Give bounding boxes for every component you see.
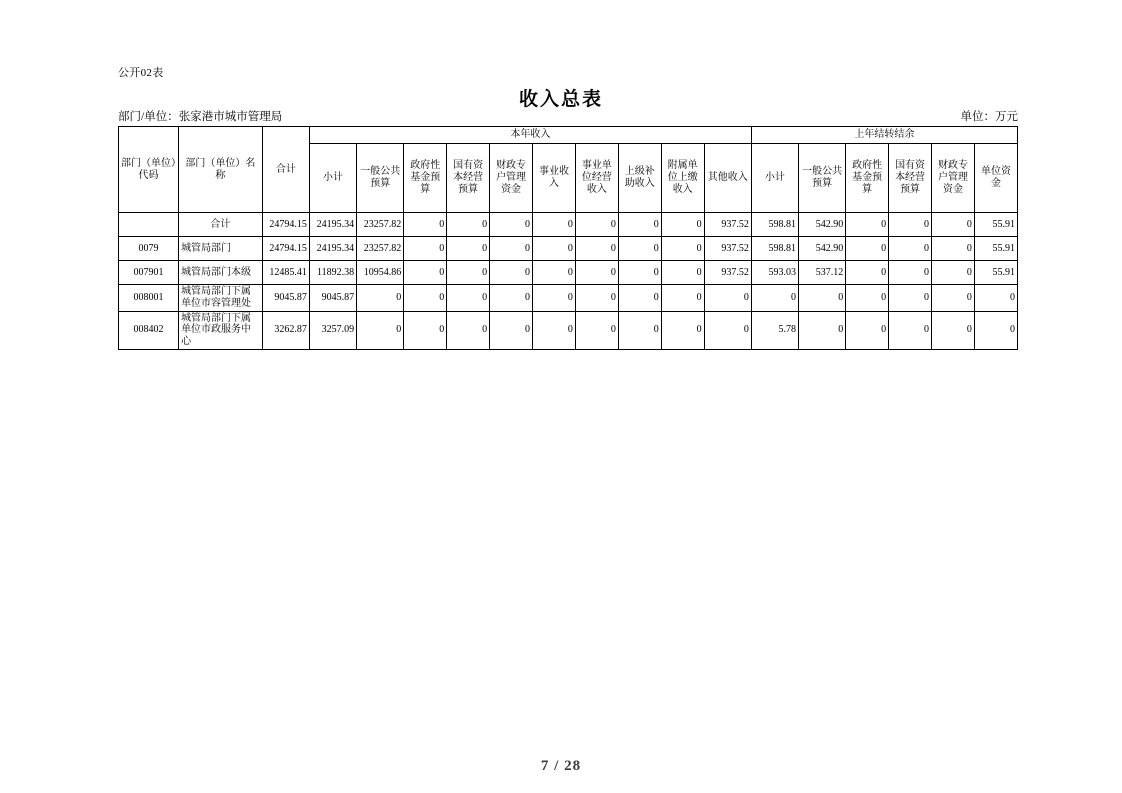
- cell-cy-govt-fund-budget: 0: [404, 237, 447, 261]
- cell-cy-general-public-budget: 23257.82: [357, 237, 404, 261]
- cell-py-subtotal: 0: [751, 285, 798, 312]
- col-header-cy-govt-fund-budget: 政府性基金预算: [404, 144, 447, 213]
- page-number: 7 / 28: [540, 758, 582, 774]
- cell-py-general-public-budget: 542.90: [799, 213, 846, 237]
- cell-cy-govt-fund-budget: 0: [404, 213, 447, 237]
- cell-cy-general-public-budget: 0: [357, 285, 404, 312]
- cell-cy-subordinate-remittance-income: 0: [661, 261, 704, 285]
- col-header-dept-name: 部门（单位）名称: [179, 127, 263, 213]
- cell-py-state-capital-budget: 0: [889, 311, 932, 349]
- col-header-cy-state-capital-budget: 国有资本经营预算: [447, 144, 490, 213]
- cell-cy-subordinate-remittance-income: 0: [661, 311, 704, 349]
- cell-py-subtotal: 598.81: [751, 237, 798, 261]
- cell-cy-state-capital-budget: 0: [447, 213, 490, 237]
- cell-cy-business-operating-income: 0: [575, 285, 618, 312]
- cell-py-unit-funds: 0: [974, 311, 1017, 349]
- cell-py-general-public-budget: 0: [799, 311, 846, 349]
- col-header-py-unit-funds: 单位资金: [974, 144, 1017, 213]
- cell-cy-superior-subsidy-income: 0: [618, 213, 661, 237]
- cell-py-state-capital-budget: 0: [889, 261, 932, 285]
- cell-cy-general-public-budget: 23257.82: [357, 213, 404, 237]
- cell-py-govt-fund-budget: 0: [846, 311, 889, 349]
- cell-py-subtotal: 5.78: [751, 311, 798, 349]
- cell-cy-subordinate-remittance-income: 0: [661, 237, 704, 261]
- cell-py-state-capital-budget: 0: [889, 285, 932, 312]
- cell-cy-fiscal-account-funds: 0: [490, 213, 533, 237]
- cell-py-subtotal: 598.81: [751, 213, 798, 237]
- income-summary-table: [118, 126, 1018, 350]
- cell-cy-govt-fund-budget: 0: [404, 285, 447, 312]
- cell-cy-business-operating-income: 0: [575, 213, 618, 237]
- table-row: [119, 311, 1018, 349]
- col-header-py-govt-fund-budget: 政府性基金预算: [846, 144, 889, 213]
- col-header-py-general-public-budget: 一般公共预算: [799, 144, 846, 213]
- cell-cy-other-income: 937.52: [704, 213, 751, 237]
- col-header-cy-business-operating-income: 事业单位经营收入: [575, 144, 618, 213]
- col-header-cy-business-income: 事业收入: [533, 144, 576, 213]
- cell-cy-business-income: 0: [533, 311, 576, 349]
- cell-cy-state-capital-budget: 0: [447, 311, 490, 349]
- cell-cy-subtotal: 11892.38: [309, 261, 356, 285]
- cell-total: 12485.41: [262, 261, 309, 285]
- cell-cy-other-income: 937.52: [704, 261, 751, 285]
- cell-cy-other-income: 0: [704, 285, 751, 312]
- cell-cy-subtotal: 24195.34: [309, 213, 356, 237]
- cell-py-unit-funds: 0: [974, 285, 1017, 312]
- cell-cy-business-income: 0: [533, 213, 576, 237]
- cell-total: 9045.87: [262, 285, 309, 312]
- table-row: [119, 261, 1018, 285]
- cell-py-govt-fund-budget: 0: [846, 237, 889, 261]
- col-header-cy-fiscal-account-funds: 财政专户管理资金: [490, 144, 533, 213]
- cell-py-general-public-budget: 542.90: [799, 237, 846, 261]
- cell-dept-code: 007901: [119, 261, 179, 285]
- cell-py-fiscal-account-funds: 0: [932, 213, 975, 237]
- cell-cy-state-capital-budget: 0: [447, 261, 490, 285]
- cell-dept-code: 008402: [119, 311, 179, 349]
- cell-py-general-public-budget: 0: [799, 285, 846, 312]
- currency-unit-label: 单位：万元: [960, 111, 1018, 123]
- cell-dept-code: 008001: [119, 285, 179, 312]
- cell-py-state-capital-budget: 0: [889, 237, 932, 261]
- cell-cy-other-income: 0: [704, 311, 751, 349]
- cell-cy-subordinate-remittance-income: 0: [661, 285, 704, 312]
- cell-py-fiscal-account-funds: 0: [932, 261, 975, 285]
- cell-cy-superior-subsidy-income: 0: [618, 261, 661, 285]
- cell-py-fiscal-account-funds: 0: [932, 237, 975, 261]
- cell-py-govt-fund-budget: 0: [846, 261, 889, 285]
- cell-cy-superior-subsidy-income: 0: [618, 285, 661, 312]
- cell-cy-fiscal-account-funds: 0: [490, 237, 533, 261]
- cell-py-fiscal-account-funds: 0: [932, 285, 975, 312]
- col-header-cy-other-income: 其他收入: [704, 144, 751, 213]
- col-group-current-year-income: 本年收入: [309, 127, 751, 144]
- cell-cy-subordinate-remittance-income: 0: [661, 213, 704, 237]
- cell-cy-fiscal-account-funds: 0: [490, 285, 533, 312]
- cell-py-unit-funds: 55.91: [974, 213, 1017, 237]
- department-label: 部门/单位：张家港市城市管理局: [118, 111, 283, 123]
- cell-py-state-capital-budget: 0: [889, 213, 932, 237]
- col-header-py-subtotal: 小计: [751, 144, 798, 213]
- col-header-cy-superior-subsidy-income: 上级补助收入: [618, 144, 661, 213]
- cell-total: 24794.15: [262, 213, 309, 237]
- cell-py-govt-fund-budget: 0: [846, 285, 889, 312]
- cell-cy-fiscal-account-funds: 0: [490, 261, 533, 285]
- cell-py-govt-fund-budget: 0: [846, 213, 889, 237]
- cell-total: 3262.87: [262, 311, 309, 349]
- cell-cy-business-operating-income: 0: [575, 261, 618, 285]
- cell-cy-govt-fund-budget: 0: [404, 261, 447, 285]
- table-header-group-row: [119, 127, 1018, 144]
- col-header-py-state-capital-budget: 国有资本经营预算: [889, 144, 932, 213]
- table-row: [119, 285, 1018, 312]
- cell-dept-code: 0079: [119, 237, 179, 261]
- cell-cy-subtotal: 9045.87: [309, 285, 356, 312]
- col-header-dept-code: 部门（单位）代码: [119, 127, 179, 213]
- col-header-py-fiscal-account-funds: 财政专户管理资金: [932, 144, 975, 213]
- cell-py-unit-funds: 55.91: [974, 261, 1017, 285]
- cell-dept-name: 合计: [179, 213, 263, 237]
- col-header-cy-subordinate-remittance-income: 附属单位上缴收入: [661, 144, 704, 213]
- cell-cy-other-income: 937.52: [704, 237, 751, 261]
- table-row: [119, 237, 1018, 261]
- cell-cy-superior-subsidy-income: 0: [618, 311, 661, 349]
- col-header-cy-general-public-budget: 一般公共预算: [357, 144, 404, 213]
- cell-dept-name: 城管局部门下属单位市政服务中心: [179, 311, 263, 349]
- col-header-cy-subtotal: 小计: [309, 144, 356, 213]
- col-group-prior-carryover: 上年结转结余: [751, 127, 1017, 144]
- cell-dept-name: 城管局部门本级: [179, 261, 263, 285]
- cell-cy-business-income: 0: [533, 261, 576, 285]
- table-body: [119, 213, 1018, 350]
- cell-cy-subtotal: 3257.09: [309, 311, 356, 349]
- cell-cy-govt-fund-budget: 0: [404, 311, 447, 349]
- cell-dept-name: 城管局部门下属单位市容管理处: [179, 285, 263, 312]
- cell-cy-fiscal-account-funds: 0: [490, 311, 533, 349]
- cell-cy-subtotal: 24195.34: [309, 237, 356, 261]
- cell-py-general-public-budget: 537.12: [799, 261, 846, 285]
- cell-dept-name: 城管局部门: [179, 237, 263, 261]
- cell-cy-business-income: 0: [533, 285, 576, 312]
- cell-py-subtotal: 593.03: [751, 261, 798, 285]
- cell-py-fiscal-account-funds: 0: [932, 311, 975, 349]
- cell-cy-superior-subsidy-income: 0: [618, 237, 661, 261]
- cell-cy-general-public-budget: 0: [357, 311, 404, 349]
- page-title: 收入总表: [518, 89, 603, 110]
- cell-cy-general-public-budget: 10954.86: [357, 261, 404, 285]
- cell-total: 24794.15: [262, 237, 309, 261]
- cell-cy-business-operating-income: 0: [575, 311, 618, 349]
- cell-cy-business-operating-income: 0: [575, 237, 618, 261]
- form-code: 公开02表: [118, 67, 164, 79]
- col-header-total: 合计: [262, 127, 309, 213]
- cell-cy-state-capital-budget: 0: [447, 237, 490, 261]
- table-row: [119, 213, 1018, 237]
- cell-cy-state-capital-budget: 0: [447, 285, 490, 312]
- cell-dept-code: [119, 213, 179, 237]
- cell-cy-business-income: 0: [533, 237, 576, 261]
- cell-py-unit-funds: 55.91: [974, 237, 1017, 261]
